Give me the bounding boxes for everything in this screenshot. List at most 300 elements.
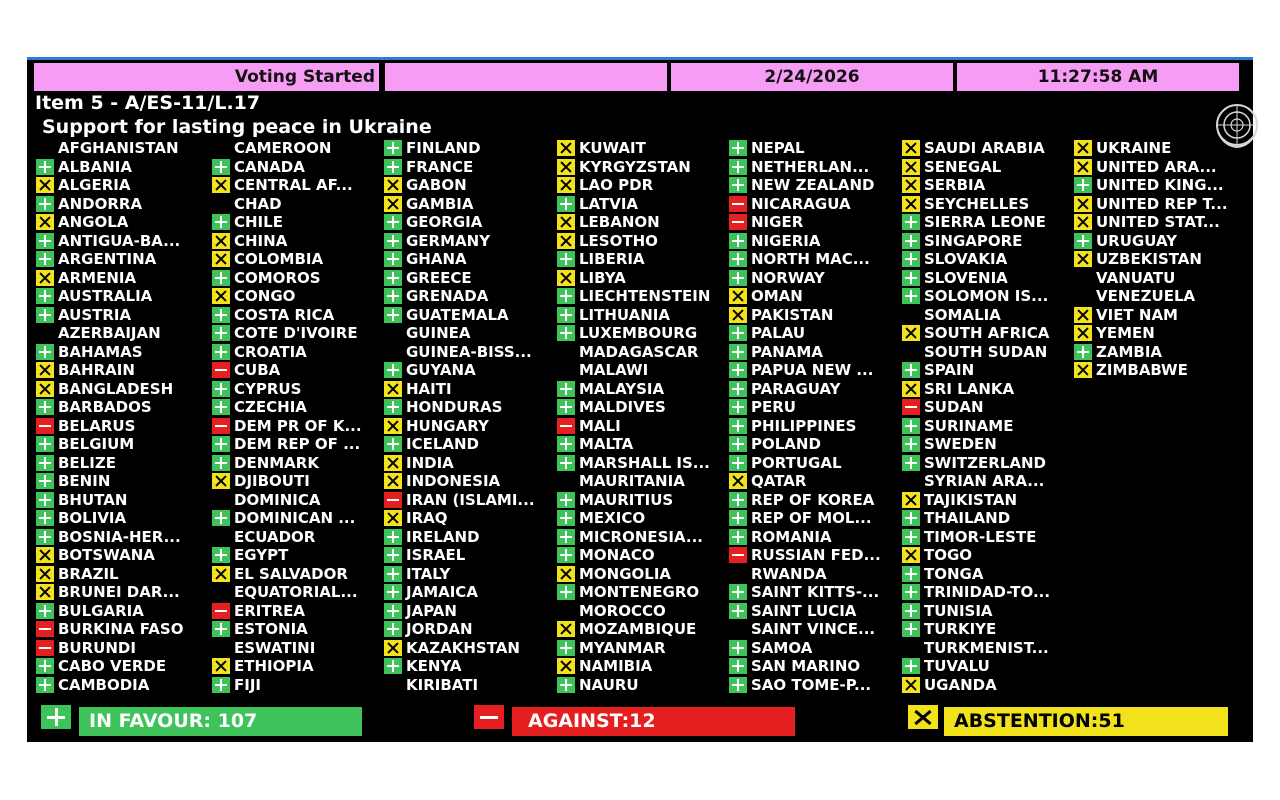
vote-yes-icon <box>902 584 920 600</box>
country-row <box>382 417 557 436</box>
country-row <box>1072 158 1247 177</box>
country-row <box>727 454 902 473</box>
country-row <box>382 195 557 214</box>
vote-yes-icon <box>384 621 402 637</box>
country-name: GABON <box>406 176 467 194</box>
country-name: PAKISTAN <box>751 305 834 324</box>
country-name: UGANDA <box>924 675 997 694</box>
country-name: BANGLADESH <box>58 379 174 398</box>
country-row <box>727 324 902 343</box>
country-name: VENEZUELA <box>1096 287 1196 305</box>
country-row <box>34 509 209 528</box>
country-row <box>34 435 209 454</box>
vote-yes-icon <box>36 288 54 304</box>
vote-yes-icon <box>212 436 230 452</box>
country-row <box>382 657 557 676</box>
vote-yes-icon <box>902 251 920 267</box>
vote-yes-icon <box>902 288 920 304</box>
country-row <box>210 324 385 343</box>
country-name: JORDAN <box>406 620 473 638</box>
country-row <box>555 139 730 158</box>
country-row <box>727 639 902 658</box>
vote-yes-icon <box>729 344 747 360</box>
country-row <box>555 546 730 565</box>
vote-abstain-icon <box>212 658 230 674</box>
country-row <box>727 583 902 602</box>
country-name: ISRAEL <box>406 546 466 564</box>
country-row <box>727 657 902 676</box>
vote-yes-icon <box>36 436 54 452</box>
country-row <box>210 528 385 547</box>
country-row <box>382 472 557 491</box>
country-row <box>210 176 385 195</box>
vote-yes-icon <box>557 510 575 526</box>
country-row <box>900 583 1075 602</box>
vote-abstain-icon <box>902 196 920 212</box>
vote-yes-icon <box>384 159 402 175</box>
vote-yes-icon <box>36 233 54 249</box>
vote-yes-icon <box>729 640 747 656</box>
country-name: BAHRAIN <box>58 361 135 379</box>
vote-yes-icon <box>557 251 575 267</box>
country-name: FIJI <box>234 675 261 694</box>
country-row <box>727 417 902 436</box>
country-name: IRAQ <box>406 509 448 527</box>
country-row <box>900 454 1075 473</box>
country-name: SAINT KITTS-... <box>751 583 880 601</box>
country-name: YEMEN <box>1096 324 1155 342</box>
country-name: MONTENEGRO <box>579 583 700 601</box>
country-row <box>382 232 557 251</box>
country-row <box>382 528 557 547</box>
vote-yes-icon <box>557 399 575 415</box>
country-name: SIERRA LEONE <box>924 213 1046 231</box>
vote-abstain-icon <box>902 159 920 175</box>
country-row <box>382 287 557 306</box>
vote-yes-icon <box>36 159 54 175</box>
country-name: IRELAND <box>406 527 480 546</box>
country-name: MAURITANIA <box>579 472 685 490</box>
country-row <box>727 602 902 621</box>
country-row <box>382 324 557 343</box>
country-name: ROMANIA <box>751 527 832 546</box>
country-name: DJIBOUTI <box>234 472 310 490</box>
country-name: SRI LANKA <box>924 379 1015 398</box>
country-name: FRANCE <box>406 157 474 176</box>
country-name: TRINIDAD-TO... <box>924 583 1051 601</box>
country-name: LIBERIA <box>579 250 645 268</box>
country-row <box>900 546 1075 565</box>
country-row <box>1072 287 1247 306</box>
country-name: UNITED REP T... <box>1096 194 1228 213</box>
country-name: CYPRUS <box>234 379 302 398</box>
country-row <box>727 472 902 491</box>
country-row <box>1072 269 1247 288</box>
country-name: CAMBODIA <box>58 675 150 694</box>
country-name: SERBIA <box>924 176 986 194</box>
country-row <box>34 620 209 639</box>
country-name: PARAGUAY <box>751 379 841 398</box>
vote-yes-icon <box>384 214 402 230</box>
country-row <box>555 620 730 639</box>
country-row <box>900 417 1075 436</box>
abstention-icon <box>908 705 938 729</box>
country-row <box>210 583 385 602</box>
vote-abstain-icon <box>902 547 920 563</box>
country-name: LESOTHO <box>579 231 658 250</box>
country-name: BULGARIA <box>58 601 144 620</box>
country-row <box>555 232 730 251</box>
country-name: PAPUA NEW ... <box>751 361 874 379</box>
country-name: JAMAICA <box>406 583 478 601</box>
country-name: RUSSIAN FED... <box>751 546 881 564</box>
vote-yes-icon <box>729 251 747 267</box>
country-name: GRENADA <box>406 287 489 305</box>
country-name: MAURITIUS <box>579 490 674 509</box>
vote-time: 11:27:58 AM <box>957 63 1239 91</box>
vote-abstain-icon <box>36 381 54 397</box>
country-name: CANADA <box>234 157 305 176</box>
vote-abstain-icon <box>384 455 402 471</box>
vote-yes-icon <box>729 510 747 526</box>
vote-yes-icon <box>212 270 230 286</box>
country-row <box>900 139 1075 158</box>
country-row <box>555 324 730 343</box>
country-row <box>34 583 209 602</box>
country-row <box>210 139 385 158</box>
country-name: KAZAKHSTAN <box>406 638 520 657</box>
country-name: NEPAL <box>751 139 805 157</box>
country-row <box>727 306 902 325</box>
vote-abstain-icon <box>1074 214 1092 230</box>
country-name: AFGHANISTAN <box>58 139 179 157</box>
country-name: TONGA <box>924 564 984 583</box>
country-row <box>555 380 730 399</box>
vote-yes-icon <box>557 640 575 656</box>
vote-yes-icon <box>557 288 575 304</box>
country-row <box>34 158 209 177</box>
country-row <box>382 620 557 639</box>
country-row <box>727 491 902 510</box>
country-row <box>382 343 557 362</box>
country-row <box>34 380 209 399</box>
country-row <box>382 380 557 399</box>
country-row <box>210 509 385 528</box>
country-row <box>727 528 902 547</box>
vote-yes-icon <box>212 455 230 471</box>
country-name: SLOVAKIA <box>924 250 1008 268</box>
vote-yes-icon <box>384 436 402 452</box>
country-row <box>382 398 557 417</box>
vote-yes-icon <box>902 233 920 249</box>
country-row <box>34 213 209 232</box>
country-row <box>34 657 209 676</box>
vote-yes-icon <box>384 658 402 674</box>
country-name: MARSHALL IS... <box>579 453 710 472</box>
country-name: BURUNDI <box>58 638 136 657</box>
country-row <box>34 676 209 695</box>
country-name: GEORGIA <box>406 213 483 231</box>
country-name: SOLOMON IS... <box>924 287 1049 305</box>
country-row <box>727 380 902 399</box>
vote-yes-icon <box>36 344 54 360</box>
country-row <box>900 657 1075 676</box>
vote-abstain-icon <box>729 473 747 489</box>
vote-no-icon <box>212 362 230 378</box>
country-name: LEBANON <box>579 213 660 231</box>
vote-yes-icon <box>384 399 402 415</box>
country-row <box>900 213 1075 232</box>
country-row <box>1072 324 1247 343</box>
country-name: CHILE <box>234 213 283 231</box>
country-row <box>555 528 730 547</box>
country-name: DENMARK <box>234 453 319 472</box>
country-row <box>34 546 209 565</box>
country-row <box>900 195 1075 214</box>
country-row <box>210 472 385 491</box>
vote-yes-icon <box>729 399 747 415</box>
vote-yes-icon <box>212 510 230 526</box>
vote-abstain-icon <box>1074 325 1092 341</box>
vote-yes-icon <box>384 140 402 156</box>
country-row <box>900 158 1075 177</box>
vote-no-icon <box>557 418 575 434</box>
vote-yes-icon <box>36 677 54 693</box>
vote-yes-icon <box>212 325 230 341</box>
vote-abstain-icon <box>1074 251 1092 267</box>
country-row <box>555 491 730 510</box>
country-name: GHANA <box>406 250 467 268</box>
country-row <box>34 287 209 306</box>
vote-yes-icon <box>902 362 920 378</box>
country-name: PERU <box>751 398 796 416</box>
country-row <box>555 287 730 306</box>
country-name: ANGOLA <box>58 213 129 231</box>
country-row <box>727 250 902 269</box>
country-name: GUINEA <box>406 324 471 342</box>
country-row <box>727 213 902 232</box>
vote-abstain-icon <box>729 307 747 323</box>
country-row <box>727 269 902 288</box>
country-name: MONACO <box>579 546 655 564</box>
vote-abstain-icon <box>212 288 230 304</box>
country-name: SPAIN <box>924 361 975 379</box>
country-name: MALI <box>579 416 621 435</box>
country-row <box>900 232 1075 251</box>
vote-yes-icon <box>212 547 230 563</box>
vote-abstain-icon <box>212 177 230 193</box>
country-name: AUSTRIA <box>58 305 132 324</box>
country-row <box>555 343 730 362</box>
vote-yes-icon <box>729 455 747 471</box>
country-row <box>555 676 730 695</box>
country-row <box>727 232 902 251</box>
country-column <box>727 139 902 694</box>
country-row <box>210 546 385 565</box>
country-name: ZAMBIA <box>1096 342 1163 361</box>
country-name: NIGERIA <box>751 231 821 250</box>
country-name: TURKIYE <box>924 620 997 638</box>
vote-yes-icon <box>212 621 230 637</box>
country-row <box>210 250 385 269</box>
country-column <box>210 139 385 694</box>
country-row <box>382 361 557 380</box>
country-row <box>34 361 209 380</box>
country-name: NIGER <box>751 213 804 231</box>
country-name: SINGAPORE <box>924 231 1023 250</box>
country-row <box>382 306 557 325</box>
country-row <box>382 454 557 473</box>
country-name: MALAYSIA <box>579 379 665 398</box>
vote-yes-icon <box>212 399 230 415</box>
vote-abstain-icon <box>1074 140 1092 156</box>
vote-abstain-icon <box>212 566 230 582</box>
country-name: PHILIPPINES <box>751 416 857 435</box>
country-name: BARBADOS <box>58 398 152 416</box>
country-row <box>1072 343 1247 362</box>
country-row <box>727 361 902 380</box>
country-name: NICARAGUA <box>751 194 851 213</box>
vote-yes-icon <box>36 399 54 415</box>
vote-no-icon <box>902 399 920 415</box>
country-name: LITHUANIA <box>579 305 670 324</box>
country-row <box>382 639 557 658</box>
vote-yes-icon <box>902 566 920 582</box>
vote-yes-icon <box>212 159 230 175</box>
country-row <box>210 306 385 325</box>
country-name: SAMOA <box>751 638 813 657</box>
voting-board <box>27 57 1253 742</box>
country-name: INDIA <box>406 453 454 472</box>
country-row <box>210 361 385 380</box>
vote-yes-icon <box>729 584 747 600</box>
vote-yes-icon <box>557 325 575 341</box>
country-row <box>1072 250 1247 269</box>
country-name: PALAU <box>751 324 806 342</box>
country-row <box>727 176 902 195</box>
country-name: BELIZE <box>58 453 116 472</box>
country-row <box>34 639 209 658</box>
country-name: THAILAND <box>924 509 1011 527</box>
vote-no-icon <box>36 418 54 434</box>
country-row <box>210 158 385 177</box>
country-row <box>555 565 730 584</box>
country-column <box>900 139 1075 694</box>
country-row <box>382 213 557 232</box>
vote-abstain-icon <box>902 325 920 341</box>
country-name: CENTRAL AF... <box>234 176 353 194</box>
vote-yes-icon <box>1074 233 1092 249</box>
country-row <box>382 546 557 565</box>
country-row <box>34 528 209 547</box>
vote-yes-icon <box>729 177 747 193</box>
vote-yes-icon <box>36 492 54 508</box>
vote-yes-icon <box>902 214 920 230</box>
country-row <box>555 176 730 195</box>
country-name: SENEGAL <box>924 157 1002 176</box>
country-name: CHINA <box>234 231 288 250</box>
vote-abstain-icon <box>557 621 575 637</box>
country-name: GUINEA-BISS... <box>406 342 532 361</box>
vote-abstain-icon <box>384 473 402 489</box>
header-blank-cell <box>385 63 667 91</box>
country-name: HAITI <box>406 379 452 398</box>
vote-yes-icon <box>557 196 575 212</box>
country-name: BELGIUM <box>58 435 135 453</box>
vote-yes-icon <box>557 547 575 563</box>
country-name: LUXEMBOURG <box>579 324 698 342</box>
country-row <box>210 676 385 695</box>
country-name: BOSNIA-HER... <box>58 527 181 546</box>
country-name: FINLAND <box>406 139 481 157</box>
vote-abstain-icon <box>212 233 230 249</box>
country-row <box>34 232 209 251</box>
vote-yes-icon <box>729 677 747 693</box>
vote-yes-icon <box>36 473 54 489</box>
country-row <box>210 417 385 436</box>
vote-yes-icon <box>729 418 747 434</box>
country-row <box>210 565 385 584</box>
vote-yes-icon <box>729 233 747 249</box>
vote-no-icon <box>729 547 747 563</box>
in-favour-count: IN FAVOUR: 107 <box>79 707 362 736</box>
vote-abstain-icon <box>384 381 402 397</box>
country-name: UZBEKISTAN <box>1096 250 1202 268</box>
country-row <box>210 343 385 362</box>
country-row <box>1072 213 1247 232</box>
country-row <box>900 176 1075 195</box>
voting-status: Voting Started <box>34 63 379 91</box>
country-row <box>34 139 209 158</box>
country-name: MONGOLIA <box>579 564 672 583</box>
country-name: CUBA <box>234 361 281 379</box>
vote-abstain-icon <box>36 362 54 378</box>
country-name: ZIMBABWE <box>1096 361 1188 379</box>
country-row <box>34 565 209 584</box>
country-row <box>34 417 209 436</box>
vote-yes-icon <box>36 455 54 471</box>
country-row <box>34 195 209 214</box>
country-name: ICELAND <box>406 435 480 453</box>
country-name: NORTH MAC... <box>751 250 870 268</box>
country-name: IRAN (ISLAMI... <box>406 490 535 509</box>
vote-yes-icon <box>384 362 402 378</box>
vote-no-icon <box>729 214 747 230</box>
vote-abstain-icon <box>36 177 54 193</box>
vote-abstain-icon <box>36 214 54 230</box>
vote-yes-icon <box>1074 344 1092 360</box>
country-row <box>900 250 1075 269</box>
vote-yes-icon <box>384 233 402 249</box>
country-name: MALDIVES <box>579 398 666 416</box>
country-row <box>210 620 385 639</box>
country-name: ESTONIA <box>234 620 308 638</box>
country-row <box>210 287 385 306</box>
country-row <box>727 158 902 177</box>
country-name: LAO PDR <box>579 176 654 194</box>
country-row <box>34 269 209 288</box>
country-row <box>382 435 557 454</box>
vote-abstain-icon <box>557 159 575 175</box>
country-name: CZECHIA <box>234 398 307 416</box>
country-row <box>555 158 730 177</box>
country-name: CONGO <box>234 287 296 305</box>
vote-yes-icon <box>557 381 575 397</box>
country-row <box>555 472 730 491</box>
country-row <box>900 269 1075 288</box>
country-name: DEM REP OF ... <box>234 435 361 453</box>
country-name: BRAZIL <box>58 564 119 583</box>
